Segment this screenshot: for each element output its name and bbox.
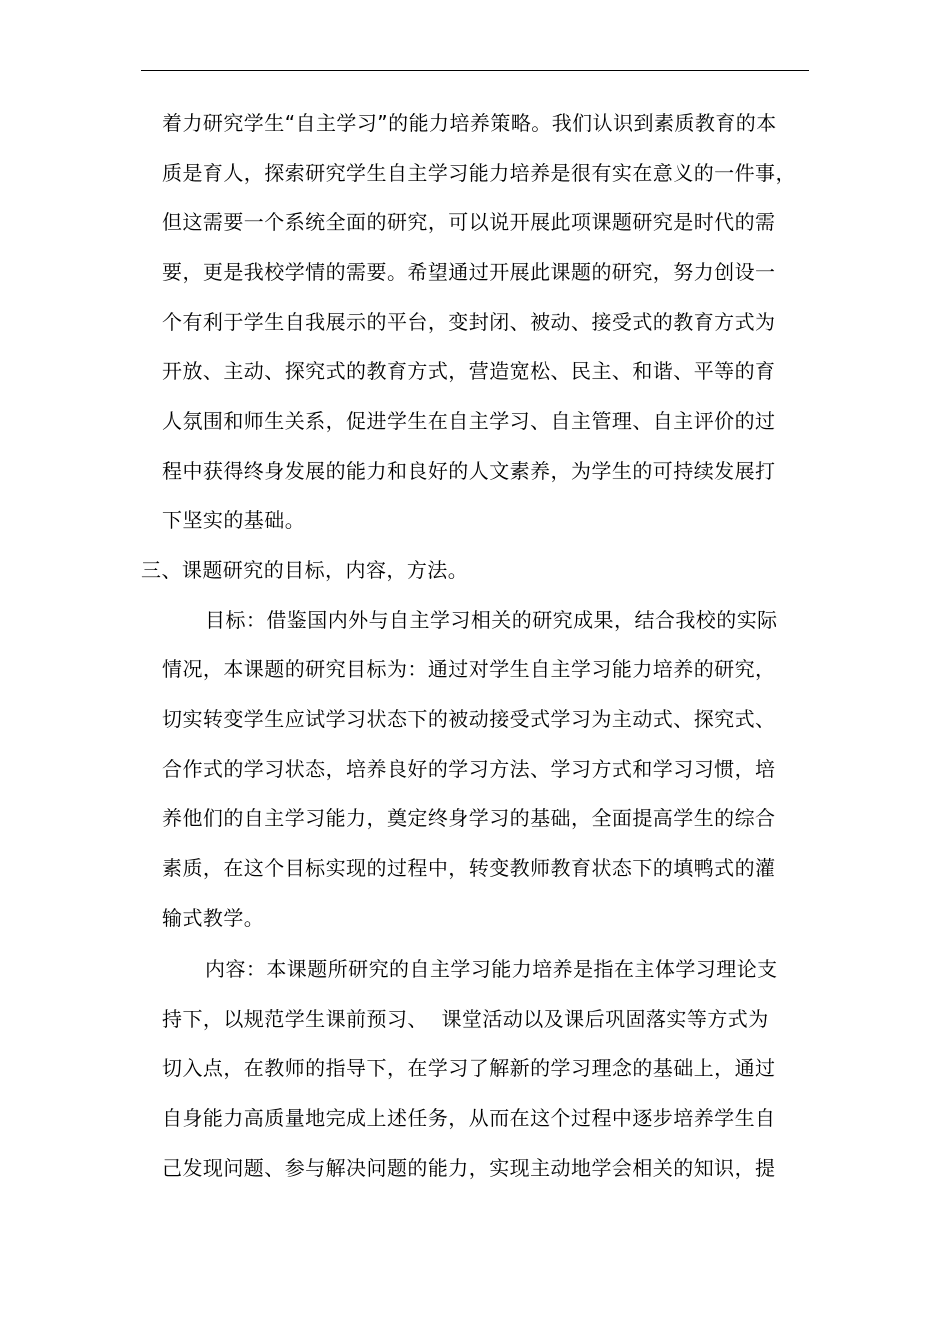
text-line: 质是育人，探索研究学生自主学习能力培养是很有实在意义的一件事， (162, 161, 796, 185)
text-line: 情况，本课题的研究目标为：通过对学生自主学习能力培养的研究， (162, 657, 776, 681)
text-line: 人氛围和师生关系，促进学生在自主学习、自主管理、自主评价的过 (162, 409, 776, 433)
text-line: 己发现问题、参与解决问题的能力，实现主动地学会相关的知识，提 (162, 1156, 776, 1180)
text-line: 养他们的自主学习能力，奠定终身学习的基础，全面提高学生的综合 (162, 806, 776, 830)
header-rule (141, 70, 809, 71)
text-line: 切实转变学生应试学习状态下的被动接受式学习为主动式、探究式、 (162, 707, 776, 731)
text-line: 合作式的学习状态，培养良好的学习方法、学习方式和学习习惯，培 (162, 757, 776, 781)
text-line: 着力研究学生“自主学习”的能力培养策略。我们认识到素质教育的本 (162, 111, 777, 135)
text-line: 目标：借鉴国内外与自主学习相关的研究成果，结合我校的实际 (205, 608, 778, 632)
text-line: 开放、主动、探究式的教育方式，营造宽松、民主、和谐、平等的育 (162, 359, 776, 383)
text-line: 要，更是我校学情的需要。希望通过开展此课题的研究，努力创设一 (162, 260, 776, 284)
text-line: 内容：本课题所研究的自主学习能力培养是指在主体学习理论支 (205, 957, 778, 981)
text-line: 下坚实的基础。 (162, 508, 306, 532)
text-line: 个有利于学生自我展示的平台，变封闭、被动、接受式的教育方式为 (162, 310, 776, 334)
text-line: 程中获得终身发展的能力和良好的人文素养，为学生的可持续发展打 (162, 459, 776, 483)
text-line: 输式教学。 (162, 906, 265, 930)
section-heading: 三、课题研究的目标，内容，方法。 (141, 558, 469, 582)
text-line: 自身能力高质量地完成上述任务，从而在这个过程中逐步培养学生自 (162, 1106, 776, 1130)
text-line: 但这需要一个系统全面的研究，可以说开展此项课题研究是时代的需 (162, 210, 776, 234)
text-line: 持下，以规范学生课前预习、 课堂活动以及课后巩固落实等方式为 (162, 1007, 769, 1031)
text-line: 素质，在这个目标实现的过程中，转变教师教育状态下的填鸭式的灌 (162, 856, 776, 880)
text-line: 切入点，在教师的指导下，在学习了解新的学习理念的基础上，通过 (162, 1056, 776, 1080)
